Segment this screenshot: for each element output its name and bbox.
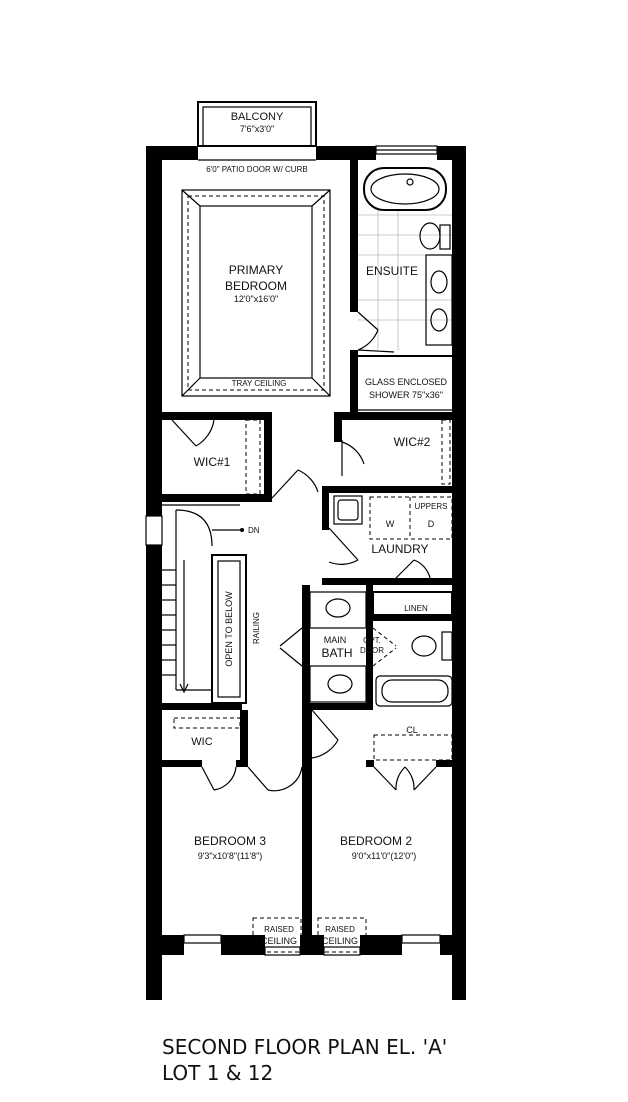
linen-label: LINEN <box>404 604 428 613</box>
balcony-size: 7'6"x3'0" <box>239 124 275 134</box>
laundry-label: LAUNDRY <box>371 542 429 556</box>
wic3-room <box>174 718 302 791</box>
down-label: DN <box>248 526 260 535</box>
uppers-label: UPPERS <box>414 502 448 511</box>
raised-ceiling-left-2: CEILING <box>260 936 298 946</box>
wic1-label: WIC#1 <box>193 455 231 469</box>
bedroom2-size: 9'0"x11'0"(12'0") <box>351 851 417 861</box>
raised-ceiling-right-2: CEILING <box>321 936 359 946</box>
primary-bedroom-label-2: BEDROOM <box>224 279 288 293</box>
bedroom3-label: BEDROOM 3 <box>193 834 267 848</box>
dryer-label: D <box>427 519 435 529</box>
patio-door-label: 6'0" PATIO DOOR W/ CURB <box>206 165 308 174</box>
opt-door-label-1: OPT. <box>363 636 381 645</box>
tray-ceiling-label: TRAY CEILING <box>231 379 287 388</box>
washer-label: W <box>385 519 395 529</box>
raised-ceiling-right-1: RAISED <box>325 925 355 934</box>
main-bath-label-2: BATH <box>321 646 353 660</box>
raised-ceiling-left-1: RAISED <box>264 925 294 934</box>
main-bath-label-1: MAIN <box>323 635 347 645</box>
bedroom2-label: BEDROOM 2 <box>339 834 413 848</box>
ensuite-door <box>358 312 394 352</box>
opt-door-label-2: DOOR <box>360 646 384 655</box>
wic3-label: WIC <box>191 736 213 748</box>
primary-bedroom-label-1: PRIMARY <box>228 263 284 277</box>
wic2-label: WIC#2 <box>393 435 431 449</box>
toilet-icon <box>420 223 440 249</box>
ensuite-fixtures <box>358 168 452 410</box>
railing-label: RAILING <box>252 611 261 645</box>
closet-label: CL <box>406 725 418 735</box>
open-to-below-label: OPEN TO BELOW <box>224 591 234 667</box>
balcony-label: BALCONY <box>230 111 284 123</box>
shower-label-1: GLASS ENCLOSED <box>364 377 448 387</box>
primary-bedroom-size: 12'0"x16'0" <box>233 294 279 304</box>
plan-lot: LOT 1 & 12 <box>162 1061 274 1085</box>
shower-label-2: SHOWER 75"x36" <box>369 390 443 400</box>
bedroom3-size: 9'3"x10'8"(11'8") <box>197 851 263 861</box>
plan-title: SECOND FLOOR PLAN EL. 'A' <box>162 1035 448 1059</box>
wic2-room <box>342 420 450 484</box>
ensuite-label: ENSUITE <box>365 264 419 278</box>
tray-ceiling-outline <box>182 190 330 396</box>
